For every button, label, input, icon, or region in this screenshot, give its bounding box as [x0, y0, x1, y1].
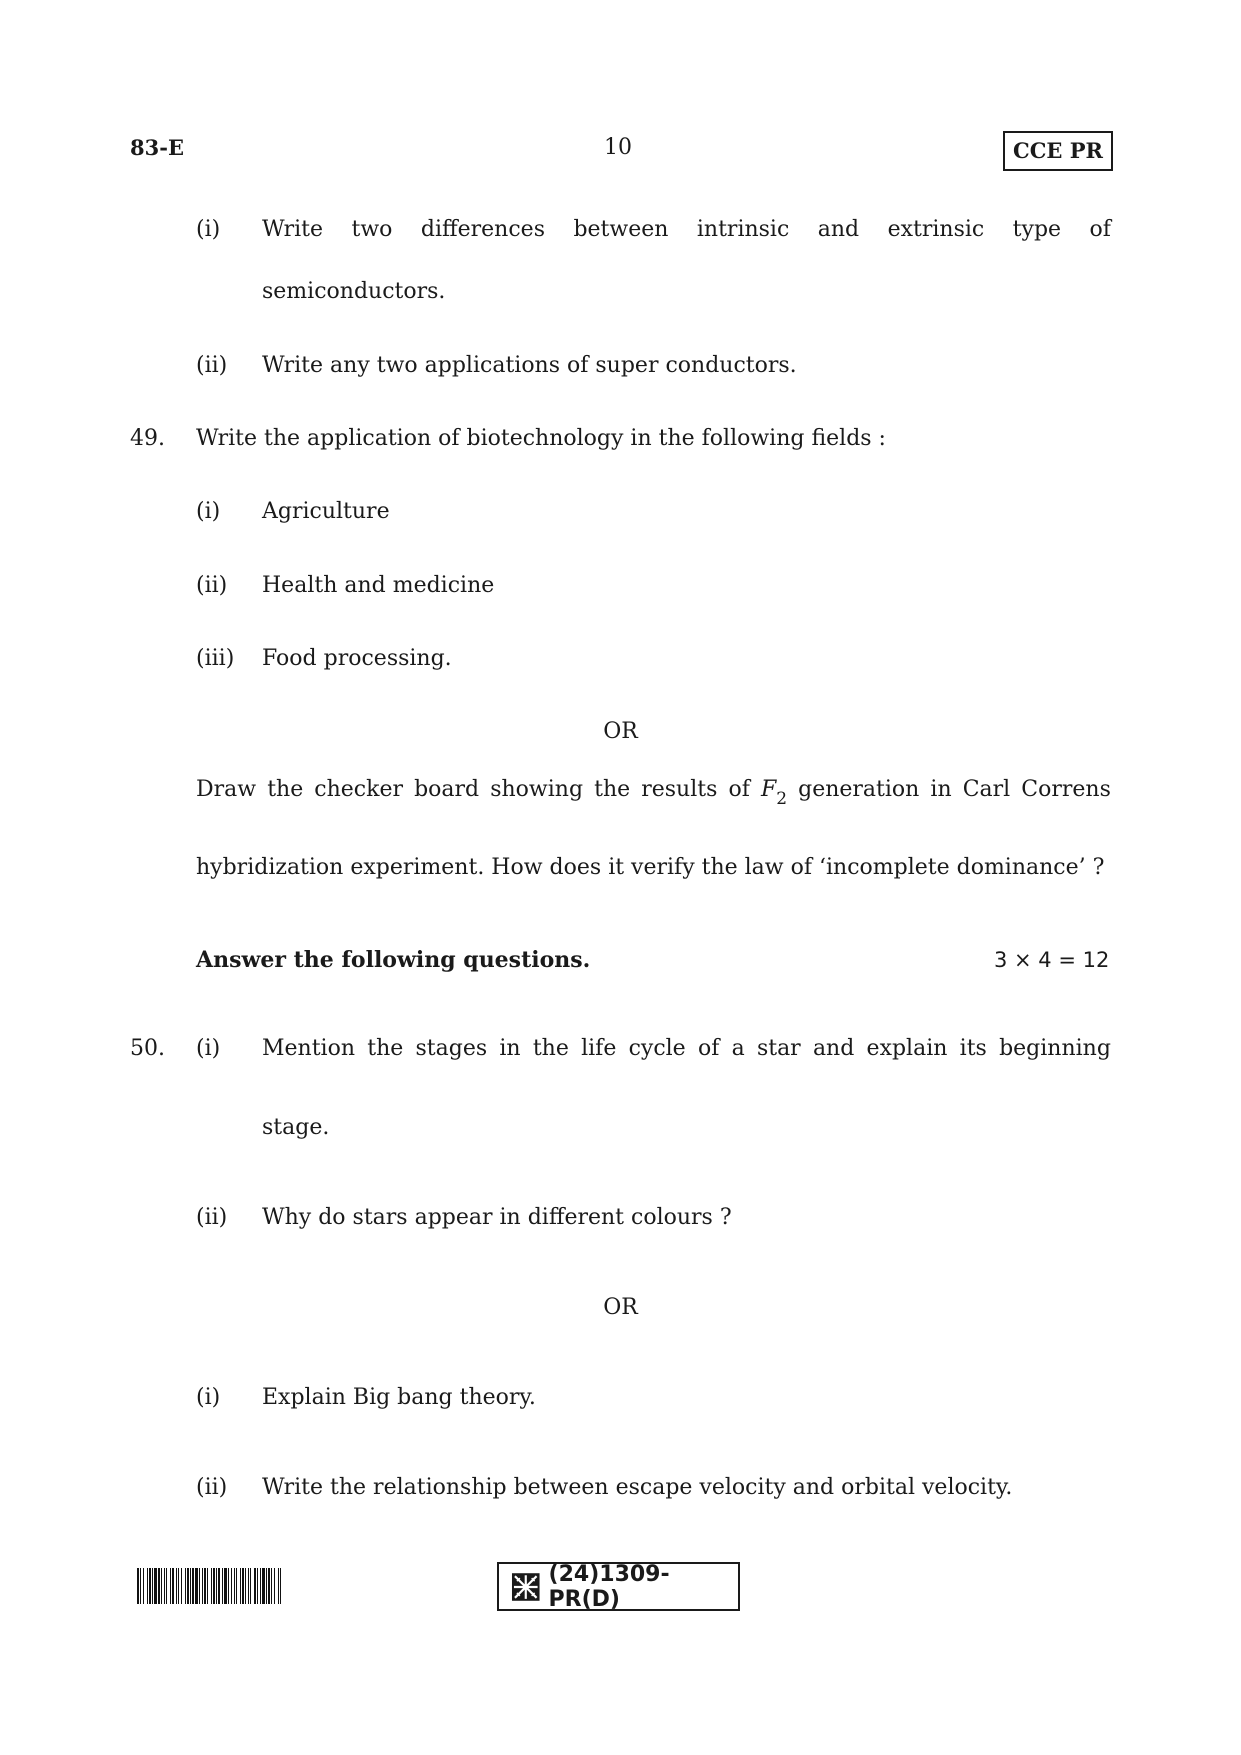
subscript-2: 2: [776, 789, 788, 809]
barcode-bar: [274, 1568, 275, 1604]
barcode-bar: [271, 1568, 272, 1604]
barcode-bar: [187, 1568, 189, 1604]
word: and: [812, 1036, 855, 1061]
word: extrinsic: [887, 217, 985, 242]
barcode-bar: [204, 1568, 206, 1604]
barcode-bar: [164, 1568, 165, 1604]
barcode-bar: [218, 1568, 220, 1604]
barcode-bar: [216, 1568, 217, 1604]
barcode-bar: [260, 1568, 261, 1604]
barcode-bar: [166, 1568, 167, 1604]
f2-symbol: [760, 776, 788, 809]
q49-alt-line1: [196, 776, 1111, 809]
barcode-bar: [213, 1568, 215, 1604]
barcode-bar: [172, 1568, 174, 1604]
barcode-bar: [248, 1568, 249, 1604]
barcode-bar: [222, 1568, 223, 1604]
barcode-bar: [234, 1568, 235, 1604]
barcode-bar: [185, 1568, 186, 1604]
word: between: [573, 217, 669, 242]
q49-iii-text: Food processing.: [262, 646, 452, 671]
crossed-box-icon: [511, 1572, 541, 1602]
q50-alt-i-number: (i): [196, 1385, 221, 1410]
barcode-bar: [231, 1568, 232, 1604]
barcode-bar: [147, 1568, 148, 1604]
word: intrinsic: [696, 217, 790, 242]
q50-alt-i-text: Explain Big bang theory.: [262, 1385, 536, 1410]
word: of: [728, 777, 750, 802]
q49-ii-number: (ii): [196, 573, 228, 598]
barcode-bar: [161, 1568, 162, 1604]
q49-number: 49.: [130, 426, 165, 451]
barcode-bar: [143, 1568, 144, 1604]
word: results: [641, 777, 718, 802]
q48-i-line1: [262, 216, 1111, 244]
q50-alt-ii-text: Write the relationship between escape velocity and orbital velocity.: [262, 1475, 1013, 1500]
barcode-bar: [211, 1568, 212, 1604]
barcode-bar: [195, 1568, 198, 1604]
q49-alt-line2: hybridization experiment. How does it verify the law of ‘incomplete dominance’ ?: [196, 855, 1105, 880]
q49-i-number: (i): [196, 499, 221, 524]
word: life: [581, 1036, 617, 1061]
q48-i-line2: semiconductors.: [262, 279, 446, 304]
word: generation: [798, 777, 920, 802]
barcode-bar: [245, 1568, 246, 1604]
q50-i-number: (i): [196, 1036, 221, 1061]
barcode-bar: [242, 1568, 244, 1604]
word: in: [930, 777, 952, 802]
barcode-bar: [236, 1568, 237, 1604]
q49-text: Write the application of biotechnology in the following fields :: [196, 426, 886, 451]
barcode-bar: [190, 1568, 191, 1604]
barcode-bar: [257, 1568, 258, 1604]
barcode-bar: [268, 1568, 270, 1604]
barcode-bar: [254, 1568, 256, 1604]
barcode-bar: [176, 1568, 177, 1604]
word: of: [1089, 217, 1111, 242]
word: showing: [490, 777, 584, 802]
q50-i-line2: stage.: [262, 1115, 330, 1140]
word: its: [959, 1036, 987, 1061]
barcode-bar: [207, 1568, 208, 1604]
barcode-bar: [262, 1568, 265, 1604]
word: stages: [415, 1036, 488, 1061]
word: Carl: [962, 777, 1011, 802]
word: Mention: [262, 1036, 356, 1061]
word: two: [351, 217, 393, 242]
barcode-bar: [192, 1568, 194, 1604]
q50-i-line1: [262, 1035, 1111, 1063]
section-heading: Answer the following questions.: [196, 947, 591, 973]
barcode-bar: [228, 1568, 229, 1604]
header-code: 83-E: [130, 135, 184, 160]
word: the: [267, 777, 304, 802]
barcode-image: [137, 1568, 382, 1604]
q50-ii-text: Why do stars appear in different colours ?: [262, 1205, 732, 1230]
barcode-bar: [137, 1568, 139, 1604]
header-tag-box: CCE PR: [1003, 131, 1113, 171]
barcode-bar: [224, 1568, 227, 1604]
word: and: [817, 217, 860, 242]
or-divider: OR: [603, 1295, 638, 1320]
barcode-bar: [280, 1568, 281, 1604]
barcode-bar: [181, 1568, 182, 1604]
paper-code-box: [497, 1562, 740, 1611]
q49-iii-number: (iii): [196, 646, 235, 671]
word: of: [697, 1036, 720, 1061]
word: beginning: [999, 1036, 1111, 1061]
word: explain: [866, 1036, 948, 1061]
barcode-bar: [152, 1568, 153, 1604]
section-marks: 3 × 4 = 12: [994, 948, 1110, 972]
barcode-bar: [178, 1568, 179, 1604]
q50-number: 50.: [130, 1036, 165, 1061]
q49-ii-text: Health and medicine: [262, 573, 495, 598]
q49-i-text: Agriculture: [262, 499, 390, 524]
word: Correns: [1021, 777, 1111, 802]
word: Write: [262, 217, 324, 242]
barcode-bar: [199, 1568, 200, 1604]
word: the: [532, 1036, 569, 1061]
f-variable: F: [760, 777, 777, 802]
word: the: [594, 777, 631, 802]
word: checker: [314, 777, 403, 802]
or-divider: OR: [603, 719, 638, 744]
q48-i-number: (i): [196, 217, 221, 242]
barcode-bar: [278, 1568, 279, 1604]
barcode-bar: [202, 1568, 203, 1604]
word: type: [1012, 217, 1062, 242]
barcode-bar: [140, 1568, 141, 1604]
word: star: [756, 1036, 801, 1061]
word: differences: [420, 217, 545, 242]
word: in: [499, 1036, 521, 1061]
barcode-bar: [240, 1568, 241, 1604]
word: cycle: [628, 1036, 686, 1061]
barcode-bar: [158, 1568, 160, 1604]
word: Draw: [196, 777, 257, 802]
q50-ii-number: (ii): [196, 1205, 228, 1230]
word: board: [414, 777, 480, 802]
barcode-bar: [170, 1568, 171, 1604]
q48-ii-number: (ii): [196, 353, 228, 378]
barcode-bar: [154, 1568, 157, 1604]
barcode-bar: [149, 1568, 151, 1604]
barcode-bar: [266, 1568, 267, 1604]
page-number: 10: [604, 135, 632, 160]
word: a: [731, 1036, 745, 1061]
paper-code: (24)1309-PR(D): [548, 1561, 670, 1612]
barcode-bar: [250, 1568, 251, 1604]
word: the: [367, 1036, 404, 1061]
q48-ii-text: Write any two applications of super conductors.: [262, 353, 797, 378]
q50-alt-ii-number: (ii): [196, 1475, 228, 1500]
